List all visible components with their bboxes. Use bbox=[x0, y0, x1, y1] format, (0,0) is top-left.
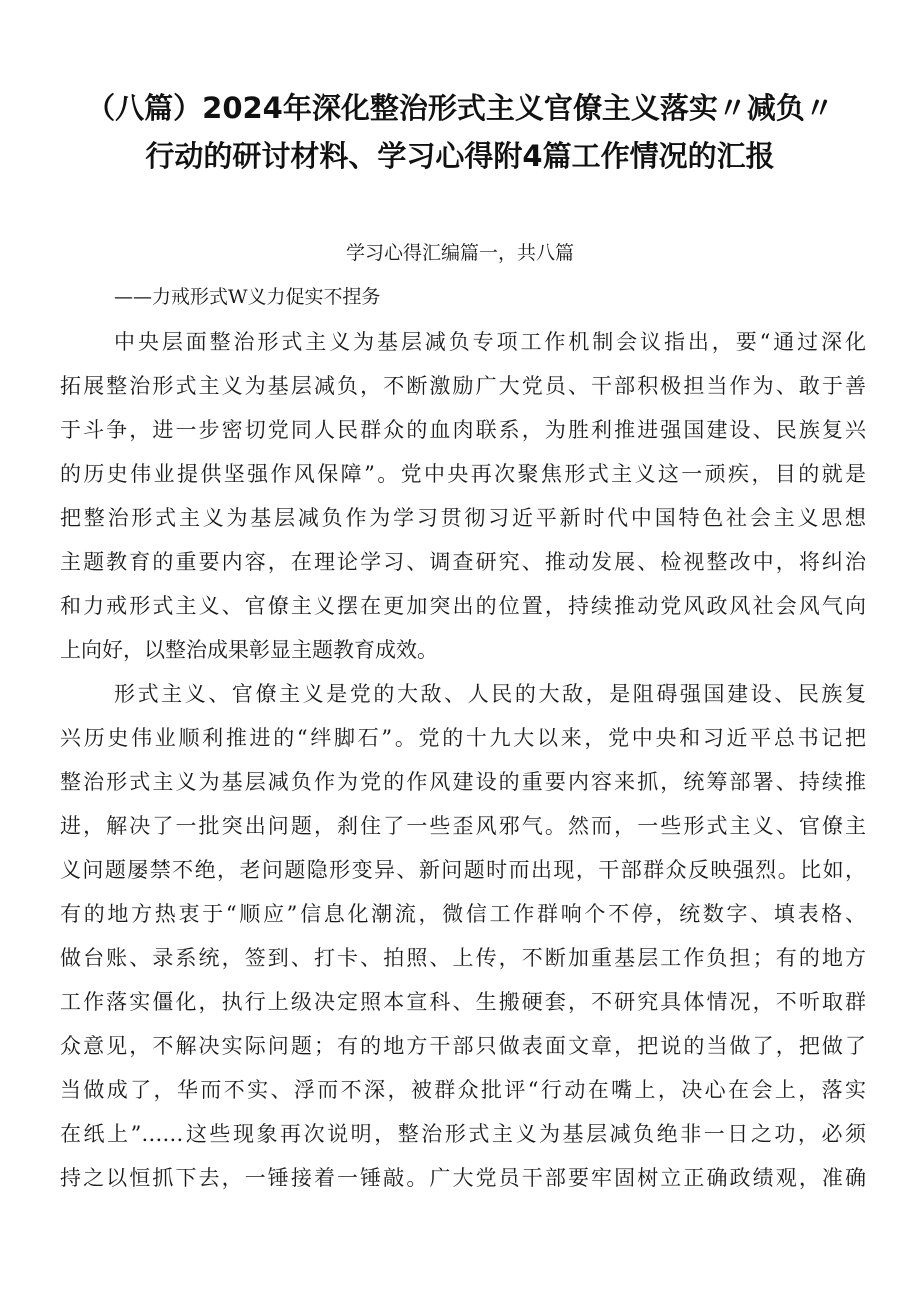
paragraph-1-line: 拓展整治形式主义为基层减负，不断激励广大党员、干部积极担当作为、敢于善 bbox=[60, 374, 866, 398]
paragraph-2-line: 持之以恒抓下去，一锤接着一锤敲。广大党员干部要牢固树立正确政绩观，准确 bbox=[60, 1166, 866, 1190]
paragraph-1-line: 于斗争，进一步密切党同人民群众的血肉联系，为胜利推进强国建设、民族复兴 bbox=[60, 418, 866, 442]
paragraph-2-line: 兴历史伟业顺利推进的“绊脚石”。党的十九大以来，党中央和习近平总书记把 bbox=[60, 726, 866, 750]
paragraph-2-line: 工作落实僵化，执行上级决定照本宣科、生搬硬套，不研究具体情况，不听取群 bbox=[60, 990, 866, 1014]
document-title-line-1: （八篇）2024年深化整治形式主义官僚主义落实〃减负〃 bbox=[86, 91, 834, 125]
paragraph-1-line: 中央层面整治形式主义为基层减负专项工作机制会议指出，要“通过深化 bbox=[114, 330, 866, 354]
section-byline: ——力戒形式W义力促实不捏务 bbox=[114, 286, 381, 308]
paragraph-2-line: 形式主义、官僚主义是党的大敌、人民的大敌，是阻碍强国建设、民族复 bbox=[114, 682, 866, 706]
paragraph-1-line: 把整治形式主义为基层减负作为学习贯彻习近平新时代中国特色社会主义思想 bbox=[60, 506, 866, 530]
paragraph-2-line: 做台账、录系统，签到、打卡、拍照、上传，不断加重基层工作负担；有的地方 bbox=[60, 946, 866, 970]
section-subtitle: 学习心得汇编篇一，共八篇 bbox=[345, 242, 574, 264]
document-title-line-2: 行动的研讨材料、学习心得附4篇工作情况的汇报 bbox=[145, 139, 775, 173]
paragraph-2-line: 义问题屡禁不绝，老问题隐形变异、新问题时而出现，干部群众反映强烈。比如， bbox=[60, 858, 866, 882]
paragraph-2-line: 当做成了，华而不实、浮而不深，被群众批评“行动在嘴上，决心在会上，落实 bbox=[60, 1078, 866, 1102]
paragraph-2-line: 在纸上”……这些现象再次说明，整治形式主义为基层减负绝非一日之功，必须 bbox=[60, 1122, 866, 1146]
paragraph-2-line: 有的地方热衷于“顺应”信息化潮流，微信工作群响个不停，统数字、填表格、 bbox=[60, 902, 866, 926]
paragraph-1-line: 的历史伟业提供坚强作风保障”。党中央再次聚焦形式主义这一顽疾，目的就是 bbox=[60, 462, 866, 486]
paragraph-1-line: 上向好，以整治成果彰显主题教育成效。 bbox=[60, 638, 438, 662]
paragraph-1-line: 主题教育的重要内容，在理论学习、调查研究、推动发展、检视整改中，将纠治 bbox=[60, 550, 866, 574]
paragraph-1-line: 和力戒形式主义、官僚主义摆在更加突出的位置，持续推动党风政风社会风气向 bbox=[60, 594, 866, 618]
paragraph-2-line: 整治形式主义为基层减负作为党的作风建设的重要内容来抓，统筹部署、持续推 bbox=[60, 770, 866, 794]
paragraph-2-line: 进，解决了一批突出问题，刹住了一些歪风邪气。然而，一些形式主义、官僚主 bbox=[60, 814, 866, 838]
paragraph-2-line: 众意见，不解决实际问题；有的地方干部只做表面文章，把说的当做了，把做了 bbox=[60, 1034, 866, 1058]
